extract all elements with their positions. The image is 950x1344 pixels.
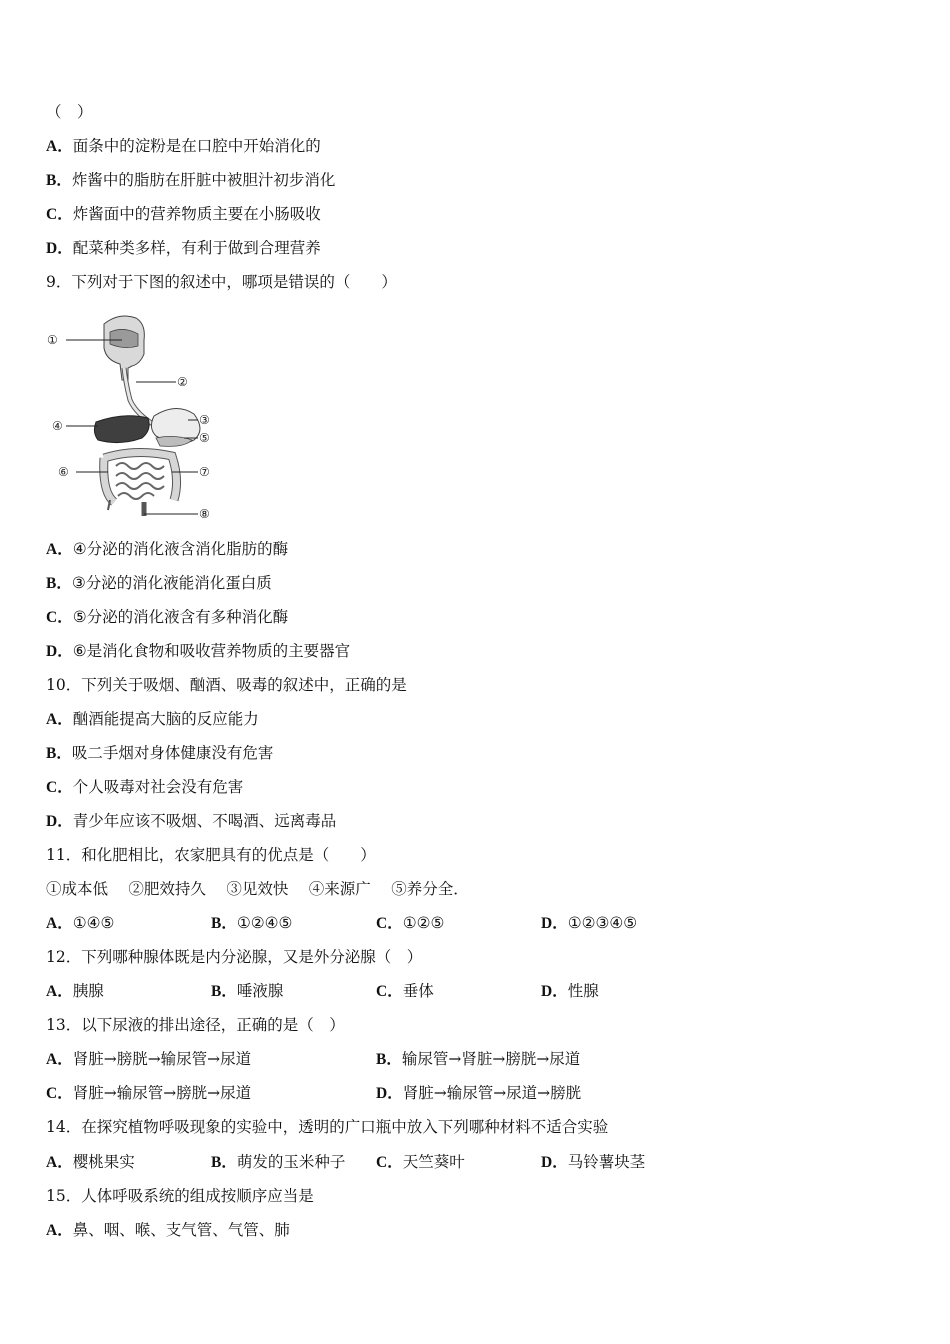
option-text: 炸酱面中的营养物质主要在小肠吸收 xyxy=(72,205,321,223)
fig-label-5: ⑤ xyxy=(199,431,210,445)
option-label: A． xyxy=(46,711,73,728)
option-label: A． xyxy=(46,983,73,1000)
q12-option-d xyxy=(541,981,599,1002)
q9-option-d xyxy=(46,641,350,662)
q10-stem: 10．下列关于吸烟、酗酒、吸毒的叙述中，正确的是 xyxy=(46,676,407,694)
q12-option-b xyxy=(211,981,283,1002)
q11-option-a xyxy=(46,913,114,934)
option-text: 面条中的淀粉是在口腔中开始消化的 xyxy=(72,137,321,155)
option-label: B． xyxy=(211,915,237,932)
option-text: 肾脏→膀胱→输尿管→尿道 xyxy=(72,1050,252,1068)
option-text: 青少年应该不吸烟、不喝酒、远离毒品 xyxy=(72,812,337,830)
q10-option-b xyxy=(46,743,273,764)
option-text: 肾脏→输尿管→尿道→膀胱 xyxy=(402,1084,582,1102)
q11-stem: 11．和化肥相比，农家肥具有的优点是（ ） xyxy=(46,846,376,864)
option-text: 垂体 xyxy=(402,982,434,1000)
digestive-system-figure xyxy=(44,310,224,522)
option-text: ③分泌的消化液能消化蛋白质 xyxy=(71,574,272,592)
option-text: 酗酒能提高大脑的反应能力 xyxy=(72,710,259,728)
option-label: C． xyxy=(46,1085,73,1102)
option-label: B． xyxy=(211,1154,237,1171)
option-label: D． xyxy=(46,643,73,660)
q12-option-c xyxy=(376,981,434,1002)
option-text: 配菜种类多样，有利于做到合理营养 xyxy=(72,239,321,257)
option-text: 唾液腺 xyxy=(236,982,284,1000)
option-label: A． xyxy=(46,1051,73,1068)
q13-option-c xyxy=(46,1083,251,1104)
option-text: ④分泌的消化液含消化脂肪的酶 xyxy=(72,540,289,558)
q8-option-b xyxy=(46,170,335,191)
option-text: ⑤分泌的消化液含有多种消化酶 xyxy=(72,608,289,626)
option-label: A． xyxy=(46,138,73,155)
option-label: C． xyxy=(376,983,403,1000)
q8-option-c xyxy=(46,204,321,225)
option-label: A． xyxy=(46,915,73,932)
option-label: A． xyxy=(46,1154,73,1171)
option-label: D． xyxy=(46,813,73,830)
option-label: D． xyxy=(541,1154,568,1171)
q13-option-b xyxy=(376,1049,580,1070)
fig-label-2: ② xyxy=(177,375,188,389)
option-label: D． xyxy=(541,915,568,932)
q14-stem: 14．在探究植物呼吸现象的实验中，透明的广口瓶中放入下列哪种材料不适合实验 xyxy=(46,1118,609,1136)
fig-label-4: ④ xyxy=(52,419,63,433)
q9-option-b xyxy=(46,573,272,594)
q14-option-d xyxy=(541,1152,645,1173)
option-label: C． xyxy=(376,1154,403,1171)
option-text: ⑥是消化食物和吸收营养物质的主要器官 xyxy=(72,642,351,660)
option-label: A． xyxy=(46,541,73,558)
option-text: ①④⑤ xyxy=(72,914,115,932)
fig-label-1: ① xyxy=(47,333,58,347)
q14-option-a xyxy=(46,1152,135,1173)
option-label: C． xyxy=(46,206,73,223)
option-label: D． xyxy=(46,240,73,257)
q15-stem: 15．人体呼吸系统的组成按顺序应当是 xyxy=(46,1187,314,1205)
q13-stem: 13．以下尿液的排出途径，正确的是（ ） xyxy=(46,1016,345,1034)
q9-stem: 9．下列对于下图的叙述中，哪项是错误的（ ） xyxy=(46,273,397,291)
q10-option-c xyxy=(46,777,243,798)
fig-label-8: ⑧ xyxy=(199,507,210,521)
q14-option-c xyxy=(376,1152,465,1173)
fig-label-6: ⑥ xyxy=(58,465,69,479)
option-label: B． xyxy=(46,172,72,189)
q13-option-a xyxy=(46,1049,251,1070)
option-text: 吸二手烟对身体健康没有危害 xyxy=(71,744,274,762)
q9-option-a xyxy=(46,539,288,560)
q11-option-d xyxy=(541,913,637,934)
option-text: 樱桃果实 xyxy=(72,1153,135,1171)
fig-label-3: ③ xyxy=(199,413,210,427)
q11-items: ①成本低 ②肥效持久 ③见效快 ④来源广 ⑤养分全． xyxy=(46,880,469,898)
option-text: 输尿管→肾脏→膀胱→尿道 xyxy=(401,1050,581,1068)
q14-option-b xyxy=(211,1152,345,1173)
q15-option-a xyxy=(46,1220,290,1241)
q10-option-a xyxy=(46,709,259,730)
option-text: 性腺 xyxy=(567,982,599,1000)
option-label: C． xyxy=(376,915,403,932)
q8-stem-tail: （ ） xyxy=(46,103,93,121)
option-label: B． xyxy=(46,745,72,762)
option-text: 肾脏→输尿管→膀胱→尿道 xyxy=(72,1084,252,1102)
option-text: 马铃薯块茎 xyxy=(567,1153,646,1171)
option-text: 鼻、咽、喉、支气管、气管、肺 xyxy=(72,1221,290,1239)
option-label: B． xyxy=(376,1051,402,1068)
q10-option-d xyxy=(46,811,336,832)
option-text: 个人吸毒对社会没有危害 xyxy=(72,778,244,796)
option-label: C． xyxy=(46,779,73,796)
option-text: ①②④⑤ xyxy=(236,914,293,932)
option-text: ①②⑤ xyxy=(402,914,445,932)
option-label: B． xyxy=(46,575,72,592)
fig-label-7: ⑦ xyxy=(199,465,210,479)
option-text: 炸酱中的脂肪在肝脏中被胆汁初步消化 xyxy=(71,171,336,189)
option-label: D． xyxy=(376,1085,403,1102)
option-label: B． xyxy=(211,983,237,1000)
option-label: D． xyxy=(541,983,568,1000)
option-label: A． xyxy=(46,1222,73,1239)
q8-option-a xyxy=(46,136,321,157)
q12-option-a xyxy=(46,981,104,1002)
q12-stem: 12．下列哪种腺体既是内分泌腺，又是外分泌腺（ ） xyxy=(46,948,423,966)
q13-option-d xyxy=(376,1083,581,1104)
q9-option-c xyxy=(46,607,288,628)
q11-option-c xyxy=(376,913,444,934)
q8-option-d xyxy=(46,238,321,259)
option-text: 萌发的玉米种子 xyxy=(236,1153,346,1171)
option-label: C． xyxy=(46,609,73,626)
option-text: 胰腺 xyxy=(72,982,104,1000)
option-text: ①②③④⑤ xyxy=(567,914,638,932)
option-text: 天竺葵叶 xyxy=(402,1153,465,1171)
q11-option-b xyxy=(211,913,292,934)
